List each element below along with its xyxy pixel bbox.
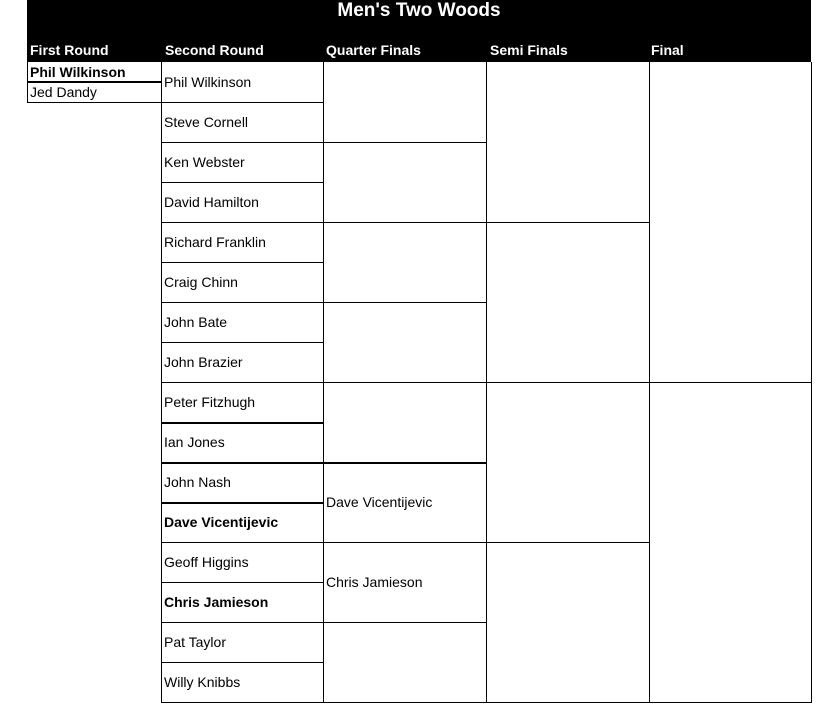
semi-final-slot [486,62,649,222]
second-round-player: Richard Franklin [164,234,266,250]
divider [323,222,486,223]
divider [323,142,486,143]
column-header-quarter-finals: Quarter Finals [326,42,421,58]
divider [323,62,324,703]
quarter-final-slot: Chris Jamieson [326,574,423,590]
column-header-semi-finals: Semi Finals [490,42,568,58]
column-header-first-round: First Round [30,42,109,58]
divider [323,622,486,623]
semi-final-slot [486,222,649,382]
divider [161,662,323,663]
divider [486,382,649,383]
semi-final-slot [486,382,649,542]
second-round-player: Craig Chinn [164,274,238,290]
page-title: Men's Two Woods [337,0,501,21]
quarter-final-slot [323,222,486,302]
quarter-final-slot: Dave Vicentijevic [326,494,433,510]
column-header-final: Final [651,42,684,58]
quarter-final-slot [323,622,486,702]
divider [27,102,161,103]
divider [323,382,486,383]
divider [161,102,323,103]
divider [486,62,487,703]
second-round-player: Peter Fitzhugh [164,394,256,410]
divider [486,542,649,543]
divider [161,62,162,703]
second-round-player: Geoff Higgins [164,554,249,570]
divider [161,342,323,343]
second-round-player: Steve Cornell [164,114,249,130]
divider [486,222,649,223]
divider [323,302,486,303]
divider [161,502,323,504]
second-round-player: Ian Jones [164,434,225,450]
divider [161,462,323,464]
semi-final-slot [486,542,649,702]
second-round-player: Phil Wilkinson [164,74,252,90]
divider [161,622,323,623]
first-round-player: Jed Dandy [30,84,97,100]
quarter-final-slot [323,142,486,222]
second-round-player: Willy Knibbs [164,674,241,690]
second-round-player: Dave Vicentijevic [164,514,279,530]
divider [161,582,323,583]
divider [161,542,323,543]
divider [161,302,323,303]
first-round-player: Phil Wilkinson [30,64,126,80]
divider [811,62,812,703]
second-round-player: John Brazier [164,354,243,370]
divider [161,382,323,383]
final-slot [649,382,811,702]
divider [161,262,323,263]
divider [27,81,161,83]
quarter-final-slot [323,62,486,142]
divider [649,62,650,703]
second-round-player: Ken Webster [164,154,245,170]
divider [161,182,323,183]
divider [323,462,486,464]
divider [161,142,323,143]
quarter-final-slot [323,382,486,462]
divider [161,222,323,223]
quarter-final-slot [323,302,486,382]
divider [649,382,811,383]
divider [161,702,812,703]
divider [323,542,486,543]
column-header-second-round: Second Round [165,42,264,58]
second-round-player: Pat Taylor [164,634,226,650]
final-slot [649,62,811,382]
second-round-player: David Hamilton [164,194,259,210]
divider [27,62,28,102]
second-round-player: John Bate [164,314,228,330]
divider [161,422,323,424]
second-round-player: John Nash [164,474,231,490]
second-round-player: Chris Jamieson [164,594,269,610]
